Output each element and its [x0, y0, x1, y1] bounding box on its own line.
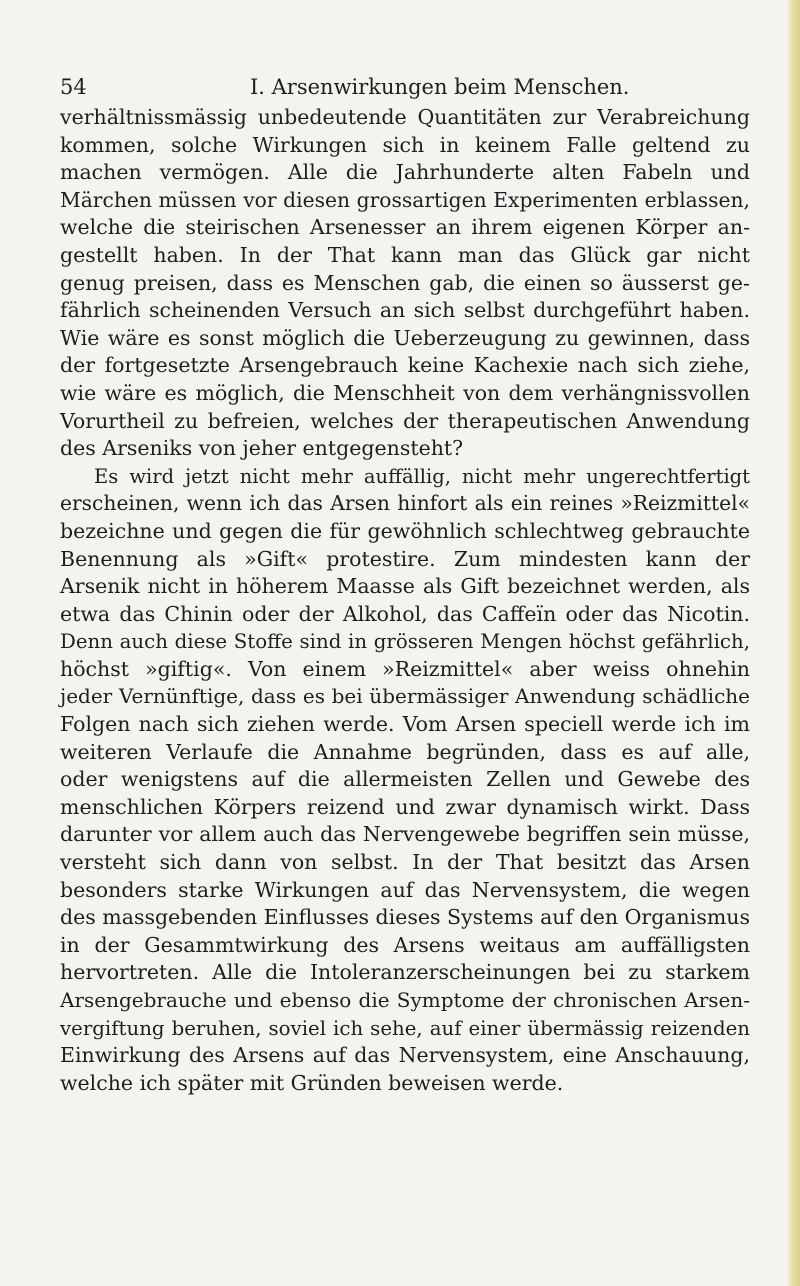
text-line: Arsengebrauche und ebenso die Symptome der chronischen Arsen-: [60, 988, 750, 1012]
text-line: verhältnissmässig unbedeutende Quantitäten zur Verabreichung: [60, 105, 750, 129]
running-header: [60, 72, 750, 102]
page-edge: [786, 0, 800, 1286]
text-line: weiteren Verlaufe die Annahme begründen, dass es auf alle,: [60, 739, 750, 764]
text-line: Benennung als »Gift« protestire. Zum mindesten kann der: [60, 546, 750, 571]
text-line: Wie wäre es sonst möglich die Ueberzeugung zu gewinnen, dass: [60, 325, 750, 350]
text-line: hervortreten. Alle die Intoleranzerscheinungen bei zu starkem: [60, 960, 750, 985]
text-line: Einwirkung des Arsens auf das Nervensystem, eine Anschauung,: [60, 1043, 750, 1068]
text-line: Arsenik nicht in höherem Maasse als Gift bezeichnet werden, als: [60, 574, 750, 599]
text-line: welche ich später mit Gründen beweisen werde.: [60, 1070, 564, 1095]
text-line: des massgebenden Einflusses dieses Systems auf den Organismus: [60, 905, 750, 930]
text-line: welche die steirischen Arsenesser an ihrem eigenen Körper an-: [60, 215, 750, 240]
text-line: wie wäre es möglich, die Menschheit von dem verhängnissvollen: [60, 380, 750, 405]
text-line: kommen, solche Wirkungen sich in keinem Falle geltend zu: [60, 132, 750, 157]
text-line: machen vermögen. Alle die Jahrhunderte alten Fabeln und: [60, 160, 750, 185]
text-line: Folgen nach sich ziehen werde. Vom Arsen speciell werde ich im: [60, 712, 750, 737]
text-line: jeder Vernünftige, dass es bei übermässiger Anwendung schädliche: [60, 684, 750, 709]
text-line: Märchen müssen vor diesen grossartigen Experimenten erblassen,: [60, 187, 750, 212]
text-line: der fortgesetzte Arsengebrauch keine Kachexie nach sich ziehe,: [60, 353, 750, 378]
text-line: genug preisen, dass es Menschen gab, die einen so äusserst ge-: [60, 270, 750, 295]
body-text: [60, 104, 750, 1097]
running-title: I. Arsenwirkungen beim Menschen.: [250, 75, 630, 99]
text-line: bezeichne und gegen die für gewöhnlich schlechtweg gebrauchte: [60, 518, 750, 543]
text-line: etwa das Chinin oder der Alkohol, das Caffeïn oder das Nicotin.: [60, 601, 750, 626]
text-line: vergiftung beruhen, soviel ich sehe, auf einer übermässig reizenden: [60, 1016, 750, 1040]
text-line: Denn auch diese Stoffe sind in grösseren Mengen höchst gefährlich,: [60, 630, 750, 654]
text-line: Vorurtheil zu befreien, welches der therapeutischen Anwendung: [60, 408, 750, 433]
paragraph-2: [60, 463, 750, 1098]
page-number: 54: [60, 75, 87, 99]
text-line: in der Gesammtwirkung des Arsens weitaus am auffälligsten: [60, 932, 750, 957]
text-line: darunter vor allem auch das Nervengewebe begriffen sein müsse,: [60, 822, 750, 847]
text-line: menschlichen Körpers reizend und zwar dynamisch wirkt. Dass: [60, 794, 750, 819]
text-line: fährlich scheinenden Versuch an sich selbst durchgeführt haben.: [60, 298, 750, 323]
text-line: besonders starke Wirkungen auf das Nervensystem, die wegen: [60, 877, 750, 902]
text-line: oder wenigstens auf die allermeisten Zellen und Gewebe des: [60, 767, 750, 792]
paragraph-1: [60, 104, 750, 463]
text-line: höchst »giftig«. Von einem »Reizmittel« aber weiss ohnehin: [60, 656, 750, 681]
text-line: erscheinen, wenn ich das Arsen hinfort als ein reines »Reizmittel«: [60, 491, 750, 516]
text-line: gestellt haben. In der That kann man das Glück gar nicht: [60, 242, 750, 267]
text-line: versteht sich dann von selbst. In der That besitzt das Arsen: [60, 850, 750, 875]
text-line: des Arseniks von jeher entgegensteht?: [60, 436, 464, 461]
text-line: Es wird jetzt nicht mehr auffällig, nicht mehr ungerechtfertigt: [94, 464, 750, 488]
